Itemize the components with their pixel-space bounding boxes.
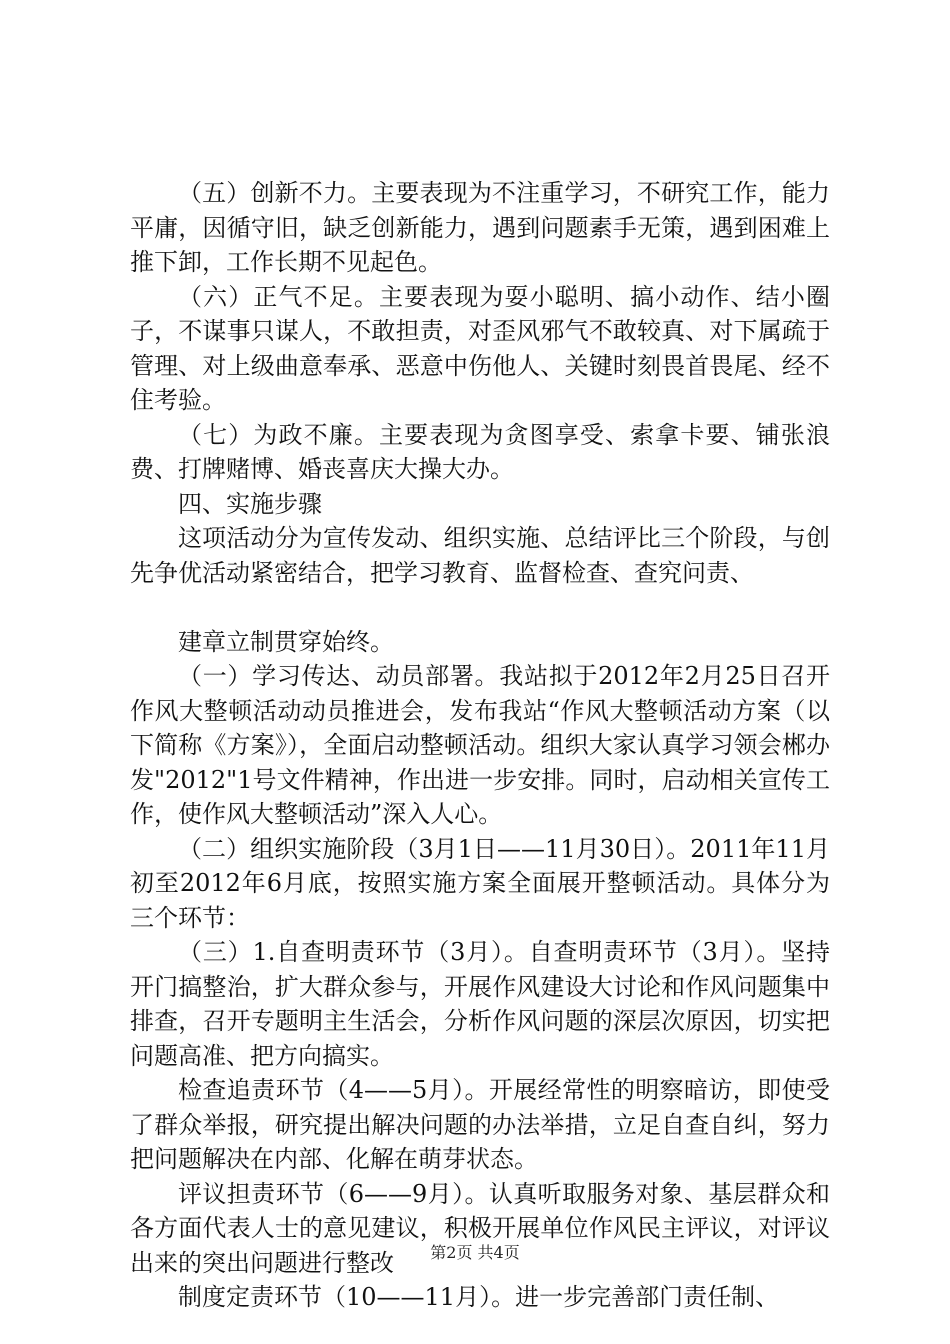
paragraph-institution: 制度定责环节（10——11月）。进一步完善部门责任制、 bbox=[178, 1283, 780, 1311]
paragraph-phases: 这项活动分为宣传发动、组织实施、总结评比三个阶段，与创先争优活动紧密结合，把学习教育、监督检查、查究问责、 bbox=[130, 524, 830, 587]
paragraph-evaluation: 评议担责环节（6——9月）。认真听取服务对象、基层群众和各方面代表人士的意见建议，积极开展单位作风民主评议，对评议出来的突出问题进行整改 bbox=[130, 1179, 830, 1277]
paragraph-step-two: （二）组织实施阶段（3月1日——11月30日）。2011年11月初至2012年6月底，按照实施方案全面展开整顿活动。具体分为三个环节： bbox=[130, 834, 830, 932]
document-body bbox=[130, 176, 830, 1315]
paragraph-step-one: （一）学习传达、动员部署。我站拟于2012年2月25日召开作风大整顿活动动员推进会，发布我站“作风大整顿活动方案（以下简称《方案》），全面启动整顿活动。组织大家认真学习领会郴办发"2012"1号文件精神，作出进一步安排。同时，启动相关宣传工作，使作风大整顿活动”深入人心。 bbox=[130, 662, 830, 828]
paragraph-integrity: （六）正气不足。主要表现为耍小聪明、搞小动作、结小圈子，不谋事只谋人，不敢担责，对歪风邪气不敢较真、对下属疏于管理、对上级曲意奉承、恶意中伤他人、关键时刻畏首畏尾、经不住考验。 bbox=[130, 282, 830, 414]
page-footer bbox=[0, 1243, 950, 1263]
paragraph-inspection: 检查追责环节（4——5月）。开展经常性的明察暗访，即使受了群众举报，研究提出解决问题的办法举措，立足自查自纠，努力把问题解决在内部、化解在萌芽状态。 bbox=[130, 1076, 830, 1173]
paragraph-step-three: （三）1.自查明责环节（3月）。自查明责环节（3月）。坚持开门搞整治，扩大群众参与，开展作风建设大讨论和作风问题集中排查，召开专题明主生活会，分析作风问题的深层次原因，切实把问题高准、把方向搞实。 bbox=[130, 938, 830, 1070]
paragraph-phases-continued: 建章立制贯穿始终。 bbox=[178, 627, 394, 656]
page-number: 第2页 共4页 bbox=[430, 1243, 520, 1262]
section-heading-steps: 四、实施步骤 bbox=[178, 489, 322, 518]
paragraph-innovation: （五）创新不力。主要表现为不注重学习，不研究工作，能力平庸，因循守旧，缺乏创新能力，遇到问题素手无策，遇到困难上推下卸，工作长期不见起色。 bbox=[130, 179, 830, 276]
blank-line bbox=[130, 590, 830, 625]
paragraph-honesty: （七）为政不廉。主要表现为贪图享受、索拿卡要、铺张浪费、打牌赌博、婚丧喜庆大操大办。 bbox=[130, 420, 830, 483]
